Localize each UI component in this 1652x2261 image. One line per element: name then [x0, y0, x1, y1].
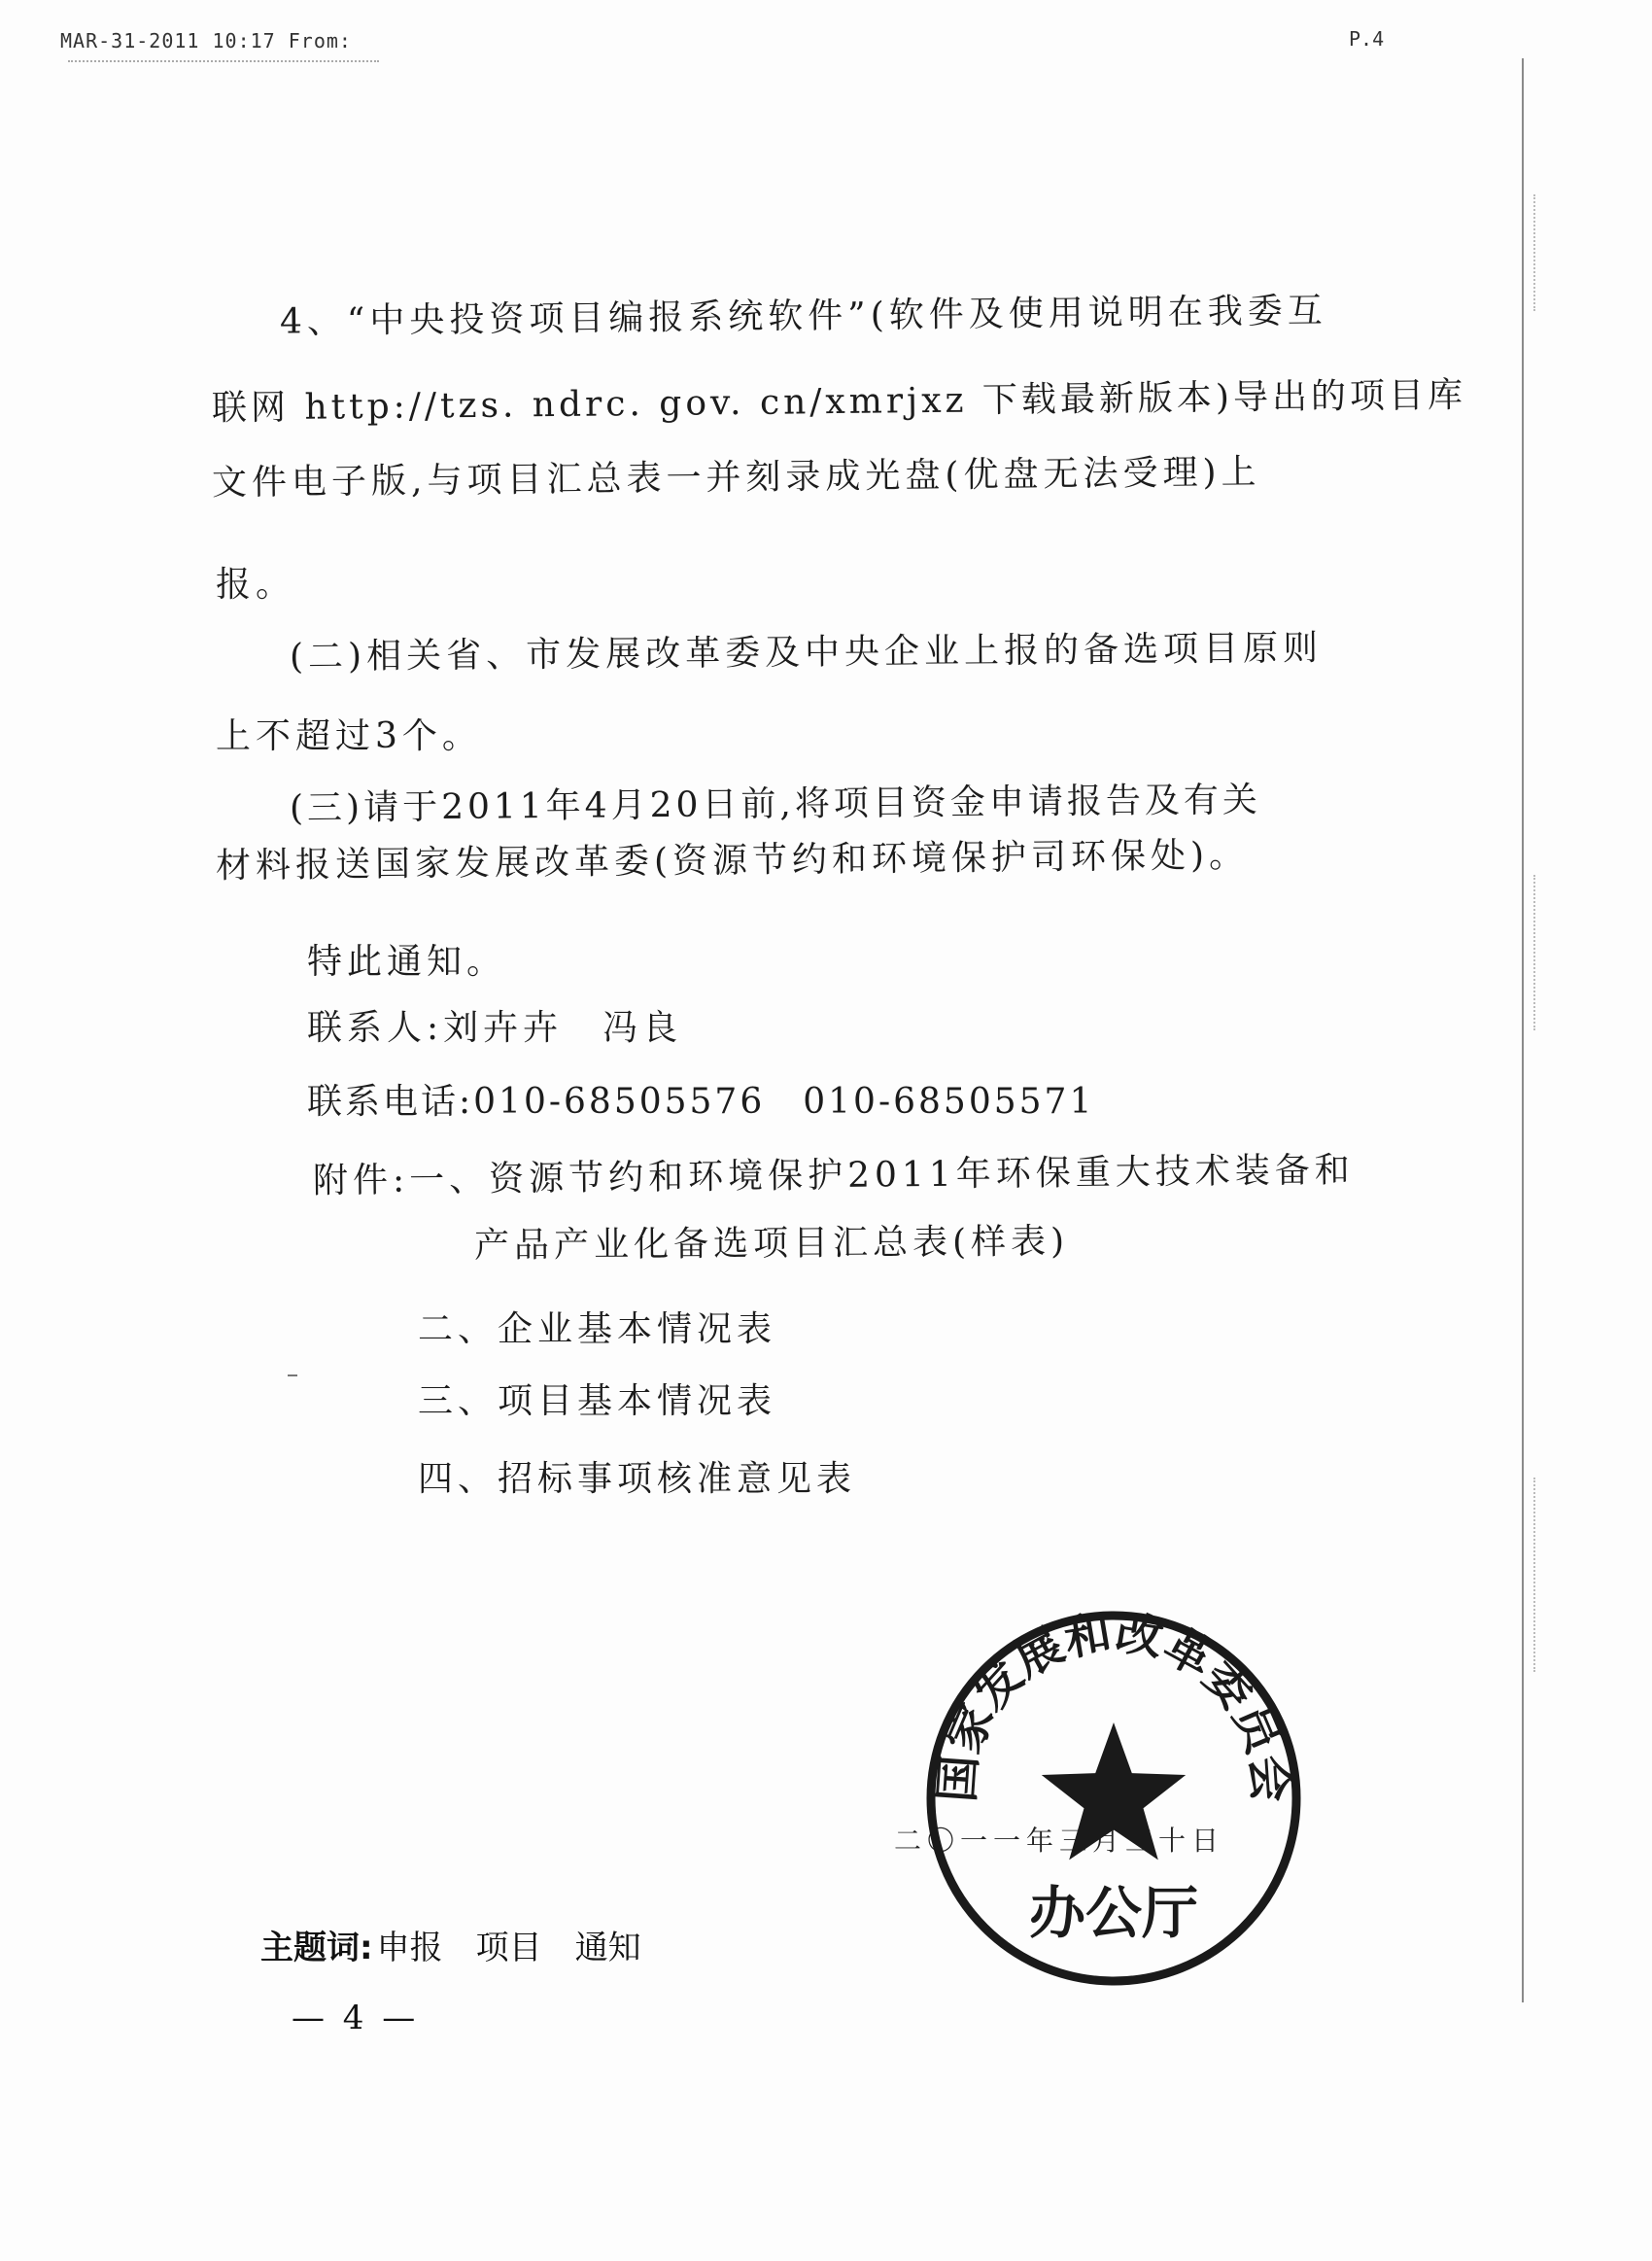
body-line: 材料报送国家发展改革委(资源节约和环境保护司环保处)。: [215, 835, 1250, 887]
scan-edge-line: [1522, 58, 1524, 2002]
seal-organization-text: 国家发展和改革委员会: [929, 1605, 1298, 1804]
contact-phone: 联系电话:010-68505576 010-68505571: [307, 1082, 1095, 1122]
scan-edge-dots: [1533, 1478, 1535, 1672]
scan-stray-mark: [288, 1374, 297, 1376]
subject-keywords: [260, 1921, 671, 1968]
official-seal: [919, 1604, 1308, 1993]
fax-header-timestamp: MAR-31-2011 10:17 From:: [60, 29, 352, 52]
attachment-item: 四、招标事项核准意见表: [418, 1459, 857, 1499]
body-line: (二)相关省、市发展改革委及中央企业上报的备选项目原则: [289, 628, 1324, 678]
attachment-item: 产品产业化备选项目汇总表(样表): [473, 1221, 1070, 1267]
page-number: — 4 —: [292, 1999, 420, 2037]
contact-person: 联系人:刘卉卉 冯良: [307, 1008, 683, 1048]
closing-line: 特此通知。: [307, 942, 507, 982]
scan-edge-dots: [1533, 875, 1535, 1030]
keyword-item: 申报: [376, 1929, 443, 1967]
fax-header-page: P.4: [1349, 27, 1385, 51]
body-line: 报。: [216, 565, 296, 605]
body-line: 4、“中央投资项目编报系统软件”(软件及使用说明在我委互: [279, 291, 1327, 342]
body-line: 上不超过3个。: [216, 716, 482, 756]
fax-noise-line: [68, 60, 379, 66]
keywords-label: 主题词:: [260, 1929, 373, 1967]
body-line: 文件电子版,与项目汇总表一并刻录成光盘(优盘无法受理)上: [211, 452, 1261, 504]
seal-department-text: 办公厅: [1028, 1880, 1199, 1946]
body-line: 联网 http://tzs. ndrc. gov. cn/xmrjxz 下载最新版本)导出的项目库: [211, 375, 1467, 429]
body-line: (三)请于2011年4月20日前,将项目资金申请报告及有关: [289, 780, 1262, 829]
keyword-item: 项目: [475, 1929, 542, 1967]
star-icon: [1042, 1722, 1186, 1860]
attachment-item: 附件:一、资源节约和环境保护2011年环保重大技术装备和: [312, 1150, 1355, 1201]
keyword-item: 通知: [574, 1929, 641, 1967]
scan-edge-dots: [1533, 194, 1535, 311]
attachment-item: 二、企业基本情况表: [418, 1309, 777, 1349]
issue-date: 二〇一一年三月三十日: [894, 1825, 1225, 1857]
attachment-item: 三、项目基本情况表: [418, 1381, 777, 1421]
